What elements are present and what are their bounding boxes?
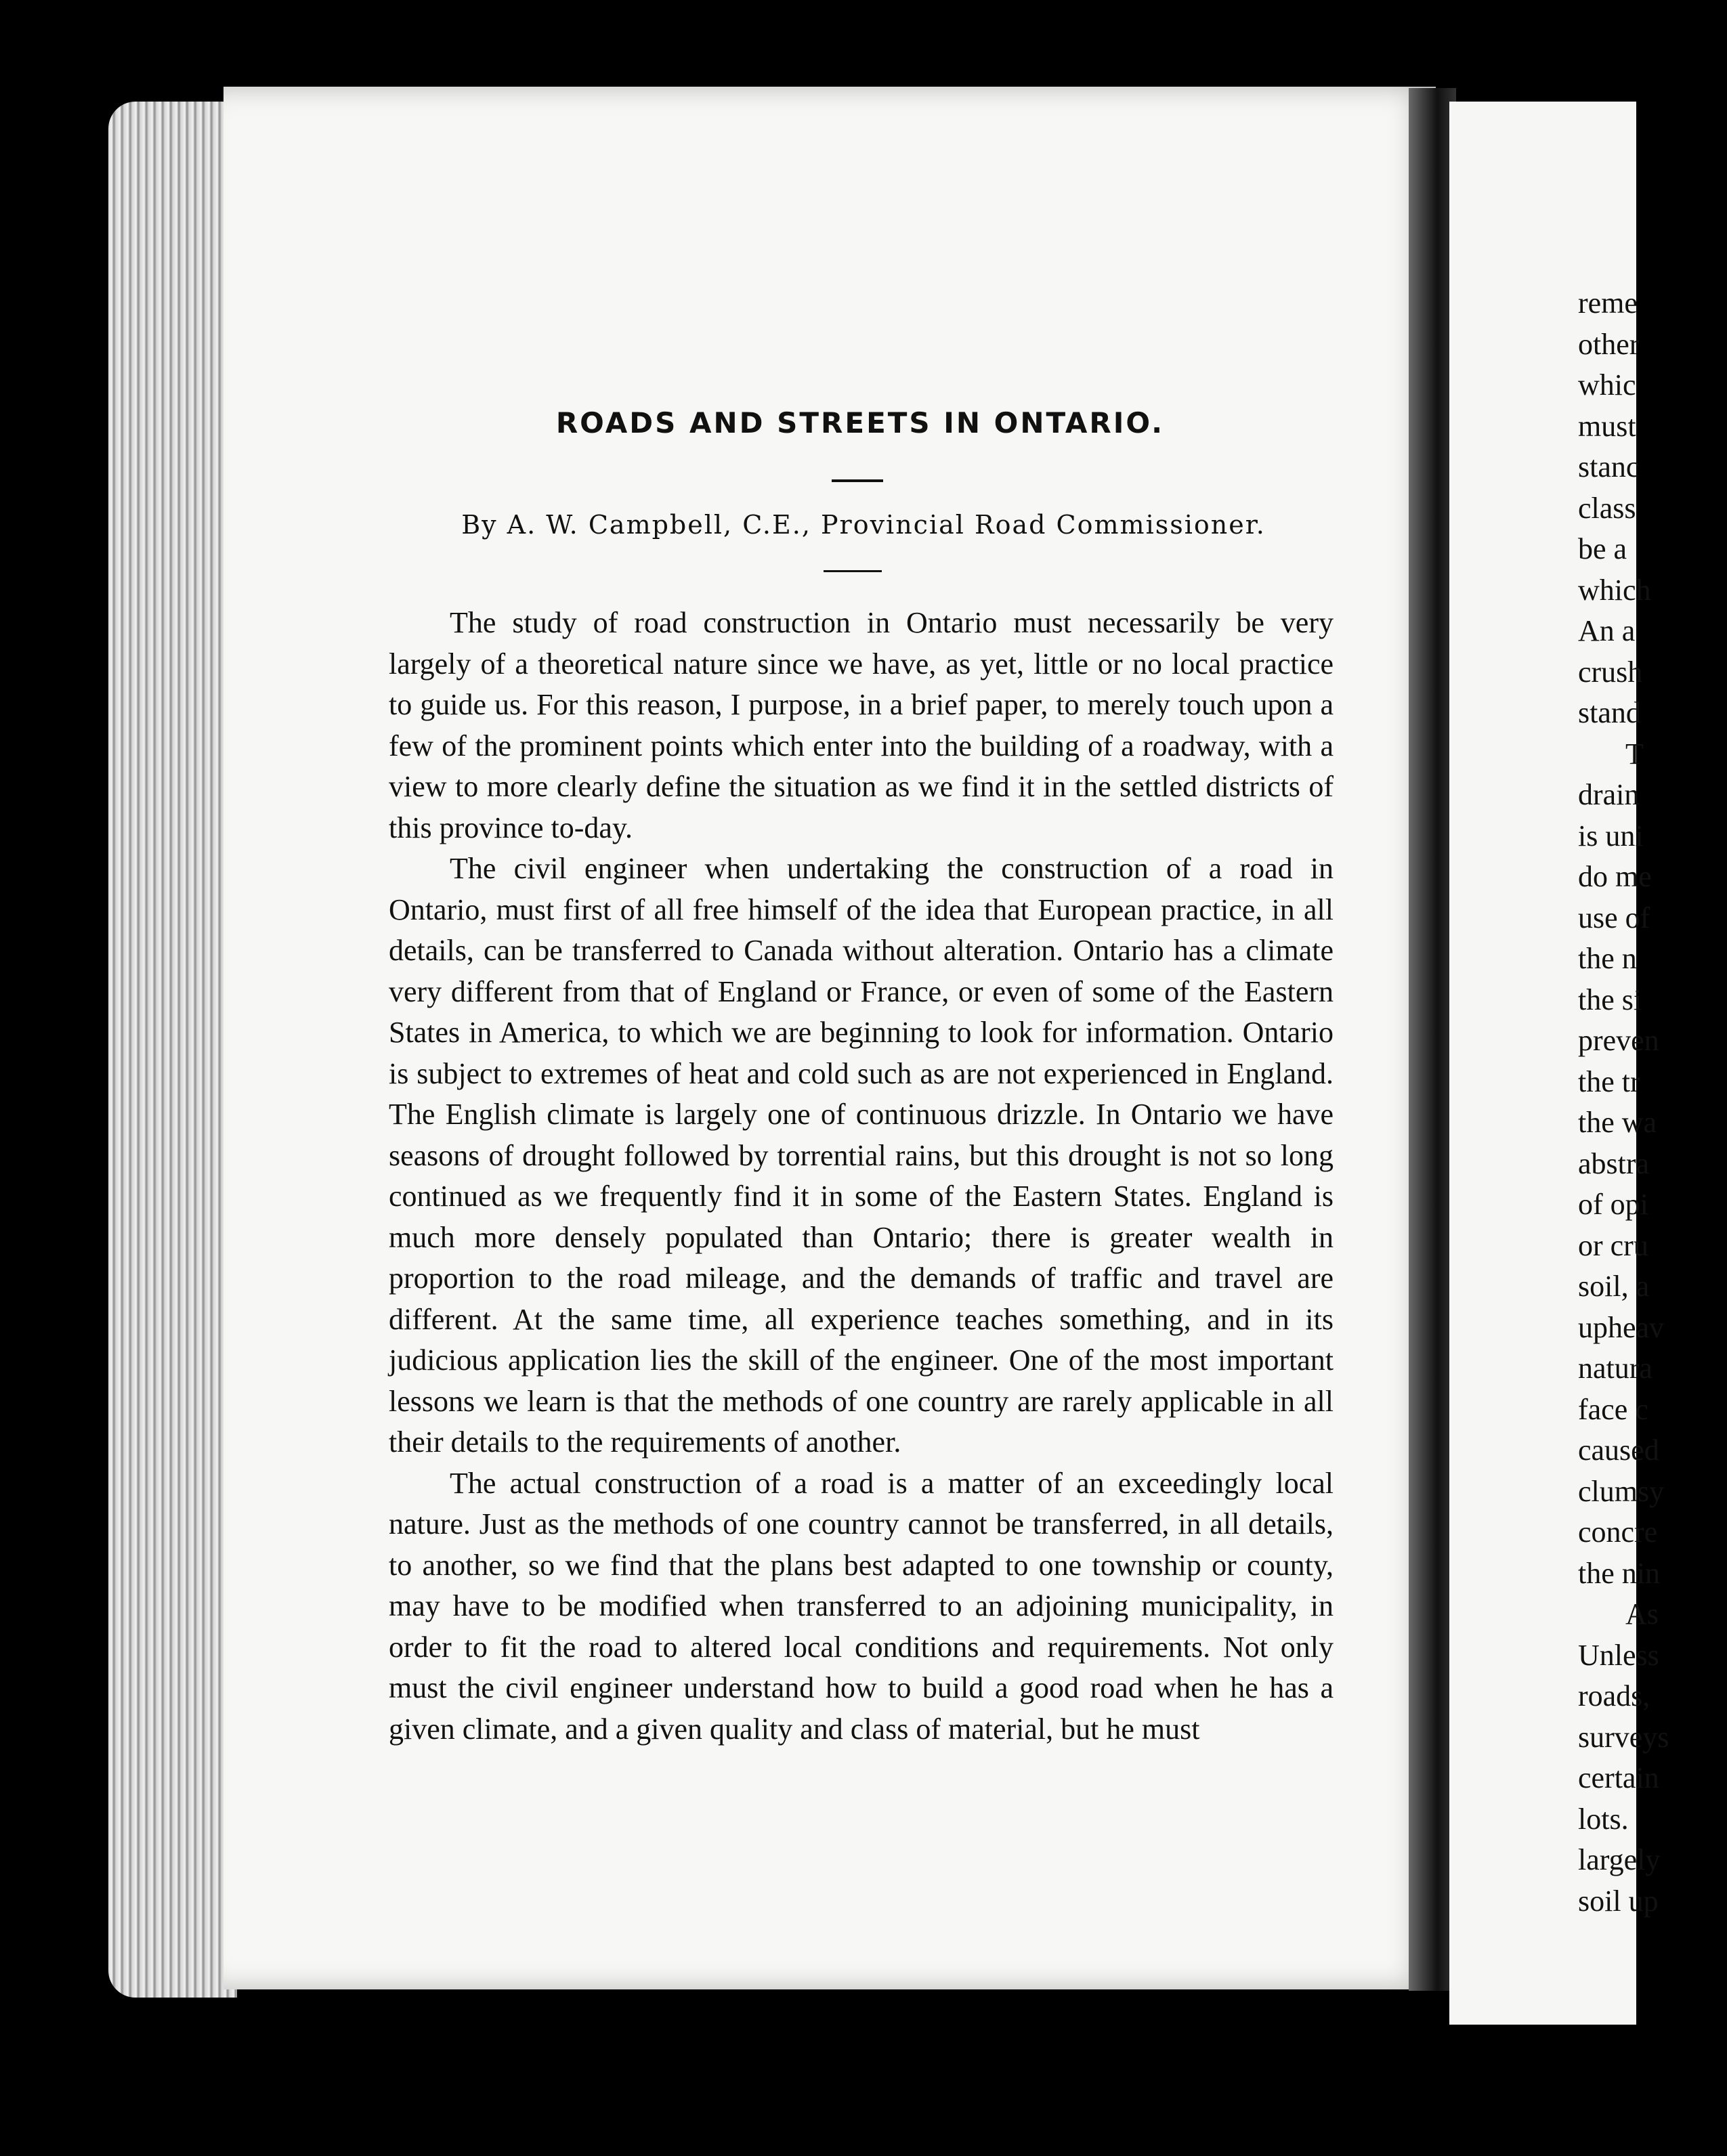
facing-line: which <box>1578 573 1651 607</box>
facing-line: As <box>1625 1597 1659 1631</box>
facing-line: of opi <box>1578 1188 1648 1221</box>
page-edges <box>108 102 237 1998</box>
facing-line: must <box>1578 409 1636 443</box>
facing-line: Unless <box>1578 1638 1659 1672</box>
facing-line: the nin <box>1578 1556 1660 1590</box>
facing-line: drain <box>1578 778 1640 811</box>
facing-line: stand <box>1578 696 1641 729</box>
facing-line: whic <box>1578 368 1636 402</box>
facing-line: preven <box>1578 1024 1659 1057</box>
facing-line: upheav <box>1578 1310 1665 1344</box>
facing-line: crush <box>1578 655 1643 689</box>
facing-line: the tr <box>1578 1064 1640 1098</box>
facing-line: roads, <box>1578 1679 1650 1712</box>
facing-line: the si <box>1578 983 1642 1016</box>
title-rule <box>832 479 883 482</box>
facing-line: caused <box>1578 1433 1659 1467</box>
facing-line: soil, a <box>1578 1270 1650 1303</box>
facing-line: or cru <box>1578 1228 1648 1262</box>
facing-line: face c <box>1578 1392 1648 1426</box>
paragraph: The civil engineer when undertaking the construction of a road in Ontario, must first of all free himself of the idea that European practice, in all details, can be transferred to Canada without alteration. Ontario has a climate very different from that of England or France, or even of some of the Eastern States in America, to which we are beginning to look for information. Ontario is subject to extremes of heat and cold such as are not experienced in England. The English climate is largely one of continuous drizzle. In Ontario we have seasons of drought followed by torrential rains, but this drought is not so long continued as we frequently find it in some of the Eastern States. England is much more densely populated than Ontario; there is greater wealth in proportion to the road mileage, and the demands of traffic and travel are different. At the same time, all experience teaches something, and in its judicious application lies the skill of the engineer. One of the most important lessons we learn is that the methods of one country are rarely applicable in all their details to the requirements of another. <box>389 852 1334 1459</box>
article-byline: By A. W. Campbell, C.E., Provincial Road Commissioner. <box>461 510 1266 540</box>
facing-page-text <box>1578 283 1727 1922</box>
facing-line: stanc <box>1578 450 1640 483</box>
facing-line: surveys <box>1578 1720 1669 1754</box>
paragraph: The study of road construction in Ontario must necessarily be very largely of a theoretical nature since we have, as yet, little or no local practice to guide us. For this reason, I purpose, in a brief paper, to merely touch upon a few of the prominent points which enter into the building of a roadway, with a view to more clearly define the situation as we find it in the settled districts of this province to-day. <box>389 606 1334 844</box>
facing-line: reme <box>1578 286 1638 320</box>
facing-line: soil up <box>1578 1884 1659 1918</box>
facing-line: use of <box>1578 901 1650 934</box>
article-title: ROADS AND STREETS IN ONTARIO. <box>555 406 1165 439</box>
facing-line: clumsy <box>1578 1474 1665 1508</box>
facing-line: abstra <box>1578 1146 1650 1180</box>
facing-line: concre <box>1578 1515 1658 1549</box>
facing-line: An a <box>1578 614 1636 647</box>
facing-line: class <box>1578 491 1636 525</box>
facing-line: natura <box>1578 1352 1653 1385</box>
facing-line: is uni <box>1578 819 1644 853</box>
facing-line: do me <box>1578 860 1652 893</box>
facing-line: other <box>1578 327 1640 361</box>
facing-line: the wa <box>1578 1106 1657 1139</box>
facing-line: the n <box>1578 942 1637 975</box>
facing-line: certain <box>1578 1761 1659 1794</box>
facing-line: T <box>1625 737 1644 771</box>
facing-line: largely <box>1578 1843 1661 1876</box>
article-body <box>389 603 1334 1750</box>
paragraph: The actual construction of a road is a matter of an exceedingly local nature. Just as the methods of one country cannot be transferred, in all details, to another, so we find that the plans best adapted to one township or county, may have to be modified when transferred to an adjoining municipality, in order to fit the road to altered local conditions and requirements. Not only must the civil engineer understand how to build a good road when he has a given climate, and a given quality and class of material, but he must <box>389 1466 1334 1746</box>
byline-rule <box>824 570 882 572</box>
facing-line: lots. <box>1578 1802 1629 1836</box>
facing-line: be a <box>1578 532 1627 565</box>
